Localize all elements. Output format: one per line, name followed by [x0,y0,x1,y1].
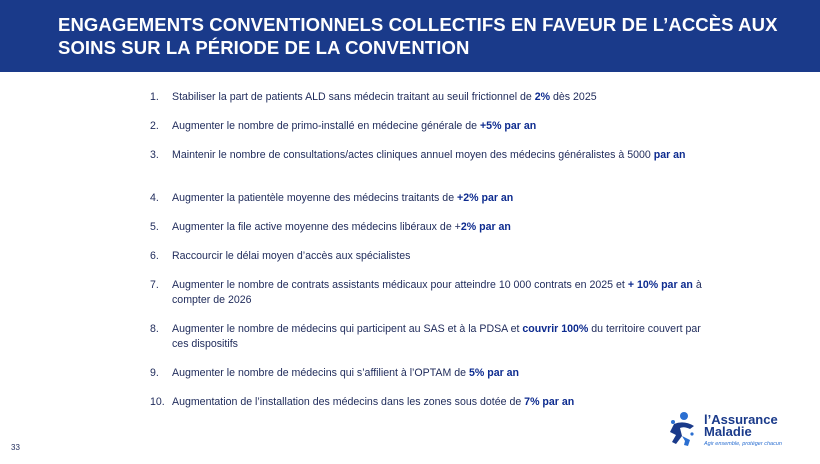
list-item-number: 8. [150,323,159,335]
list-item-number: 3. [150,149,159,161]
list-item-highlight: couvrir 100% [522,323,589,335]
list-item-number: 4. [150,192,159,204]
list-item-text: Augmentation de l’installation des médecins dans les zones sous dotée de [172,396,525,408]
list-item [150,191,702,206]
list-item-number: 1. [150,91,159,103]
list-item-number: 2. [150,120,159,132]
assurance-maladie-logo [664,406,784,452]
list-item [150,395,702,410]
list-item [150,220,702,235]
list-item-text: Augmenter la patientèle moyenne des médecins traitants de [172,192,458,204]
page-number: 33 [11,443,20,452]
list-item-suffix: à compter de 2026 [172,279,702,306]
list-item-number: 9. [150,367,159,379]
list-item-text: Augmenter la file active moyenne des médecins libéraux de + [172,221,461,233]
list-item-highlight: 2% [534,91,551,103]
list-item-number: 10. [150,396,165,408]
list-item-highlight: + 10% par an [627,279,693,291]
list-item-text: Raccourcir le délai moyen d’accès aux spécialistes [172,250,411,262]
list-item-text: Maintenir le nombre de consultations/actes cliniques annuel moyen des médecins généralistes à 5000 [172,149,654,161]
list-item-text: Augmenter le nombre de contrats assistants médicaux pour atteindre 10 000 contrats en 2025 et [172,279,628,291]
list-item [150,366,702,381]
list-item [150,249,702,264]
logo-tagline: Agir ensemble, protéger chacun [704,441,782,447]
assurance-maladie-figure-icon [664,410,700,448]
list-item-highlight: 2% par an [460,221,511,233]
list-item-number: 6. [150,250,159,262]
list-item [150,90,702,105]
list-item-highlight: +2% par an [457,192,514,204]
list-item-text: Stabiliser la part de patients ALD sans médecin traitant au seuil frictionnel de [172,91,535,103]
list-item-number: 5. [150,221,159,233]
list-item-text: Augmenter le nombre de médecins qui participent au SAS et à la PDSA et [172,323,523,335]
list-item [150,322,702,351]
list-item-highlight: par an [653,149,686,161]
list-item-highlight: 7% par an [524,396,575,408]
page-title: ENGAGEMENTS CONVENTIONNELS COLLECTIFS EN FAVEUR DE L’ACCÈS AUX SOINS SUR LA PÉRIODE DE LA CONVENTION [58,14,778,58]
list-item-suffix: du territoire couvert par ces dispositifs [172,323,701,350]
list-item [150,119,702,134]
title-banner [0,0,820,72]
list-item-text: Augmenter le nombre de médecins qui s’affilient à l’OPTAM de [172,367,469,379]
list-item [150,148,702,163]
list-item [150,278,702,307]
logo-name: l’Assurance Maladie [704,412,778,439]
list-item-suffix: dès 2025 [550,91,597,103]
list-item-highlight: +5% par an [479,120,537,132]
list-item-highlight: 5% par an [468,367,520,379]
list-item-text: Augmenter le nombre de primo-installé en médecine générale de [172,120,480,132]
list-item-number: 7. [150,279,159,291]
